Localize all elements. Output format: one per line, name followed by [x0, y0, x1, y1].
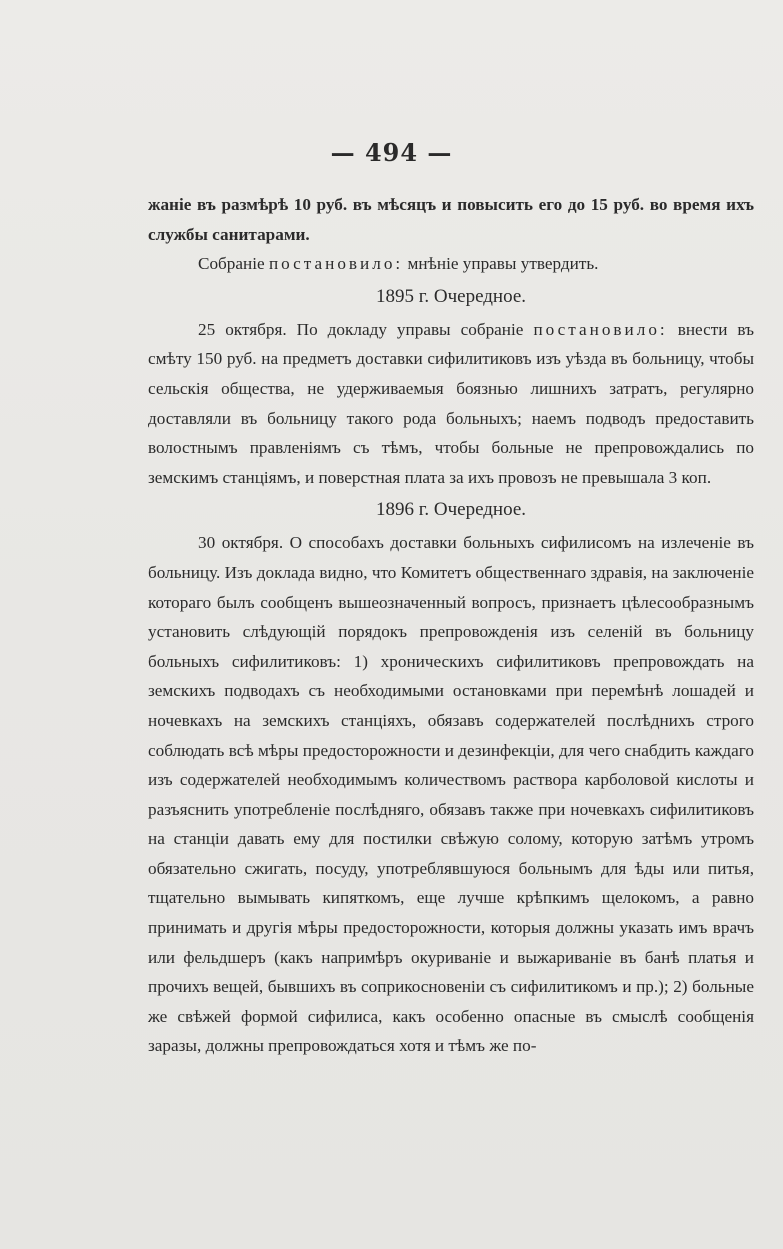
section-heading-1896: 1896 г. Очередное.: [375, 499, 527, 521]
paragraph-1895: [148, 315, 754, 493]
paragraph-1896: 30 октября. О способахъ доставки больныхъ сифилисомъ на излеченіе въ больницу. Изъ доклада видно, что Комитетъ общественнаго здравія, на заключеніе котораго былъ сообщенъ вышеозначенный вопросъ, признаетъ цѣлесообразнымъ установить слѣдующій порядокъ препровожденія изъ селеній въ больницу больныхъ сифилитиковъ: 1) хроническихъ сифилитиковъ препровождать на земскихъ подводахъ съ необходимыми остановками при перемѣнѣ лошадей и ночевкахъ на земскихъ станціяхъ, обязавъ содержателей послѣднихъ строго соблюдать всѣ мѣры предосторожности и дезинфекціи, для чего снабдить каждаго изъ содержателей необходимымъ количествомъ раствора карболовой кислоты и разъяснить употребленіе послѣдняго, обязавъ также при ночевкахъ сифилитиковъ на станціи давать ему для постилки свѣжую солому, которую затѣмъ утромъ обязательно сжигать, посуду, употреблявшуюся больнымъ для ѣды или питья, тщательно вымывать кипяткомъ, еще лучше крѣпкимъ щелокомъ, а равно принимать и другія мѣры предосторожности, которыя должны указать имъ врачъ или фельдшеръ (какъ напримѣръ окуриваніе и выжариваніе въ банѣ платья и прочихъ вещей, бывшихъ въ соприкосновеніи съ сифилитикомъ и пр.); 2) больные же свѣжей формой сифилиса, какъ особенно опасные въ смыслѣ сообщенія заразы, должны препровождаться хотя и тѣмъ же по-: [148, 533, 754, 1056]
resolution-keyword: постановило:: [268, 254, 404, 274]
resolution-prefix: Собраніе: [198, 254, 265, 274]
page-text: [148, 190, 754, 1061]
p1895-keyword: постановило:: [533, 319, 668, 339]
paragraph-continuation: жаніе въ размѣрѣ 10 руб. въ мѣсяцъ и повысить его до 15 руб. во время ихъ службы санитарами.: [148, 195, 754, 244]
p1895-text: внести въ смѣту 150 руб. на предметъ доставки сифилитиковъ изъ уѣзда въ больницу, чтобы сельскія общества, не удерживаемыя боязнью лишнихъ затратъ, регулярно доставляли въ больницу такого рода больныхъ; наемъ подводъ предоставить волостнымъ правленіямъ съ тѣмъ, чтобы больные не препровождались по земскимъ станціямъ, и поверстная плата за ихъ провозъ не превышала 3 коп.: [148, 319, 754, 487]
paragraph-resolution-1: [148, 249, 754, 279]
resolution-text: мнѣніе управы утвердить.: [407, 254, 599, 274]
page-number: — 494 —: [330, 138, 453, 167]
section-heading-1895: 1895 г. Очередное.: [375, 285, 527, 307]
p1895-prefix: 25 октября. По докладу управы собраніе: [198, 319, 524, 339]
